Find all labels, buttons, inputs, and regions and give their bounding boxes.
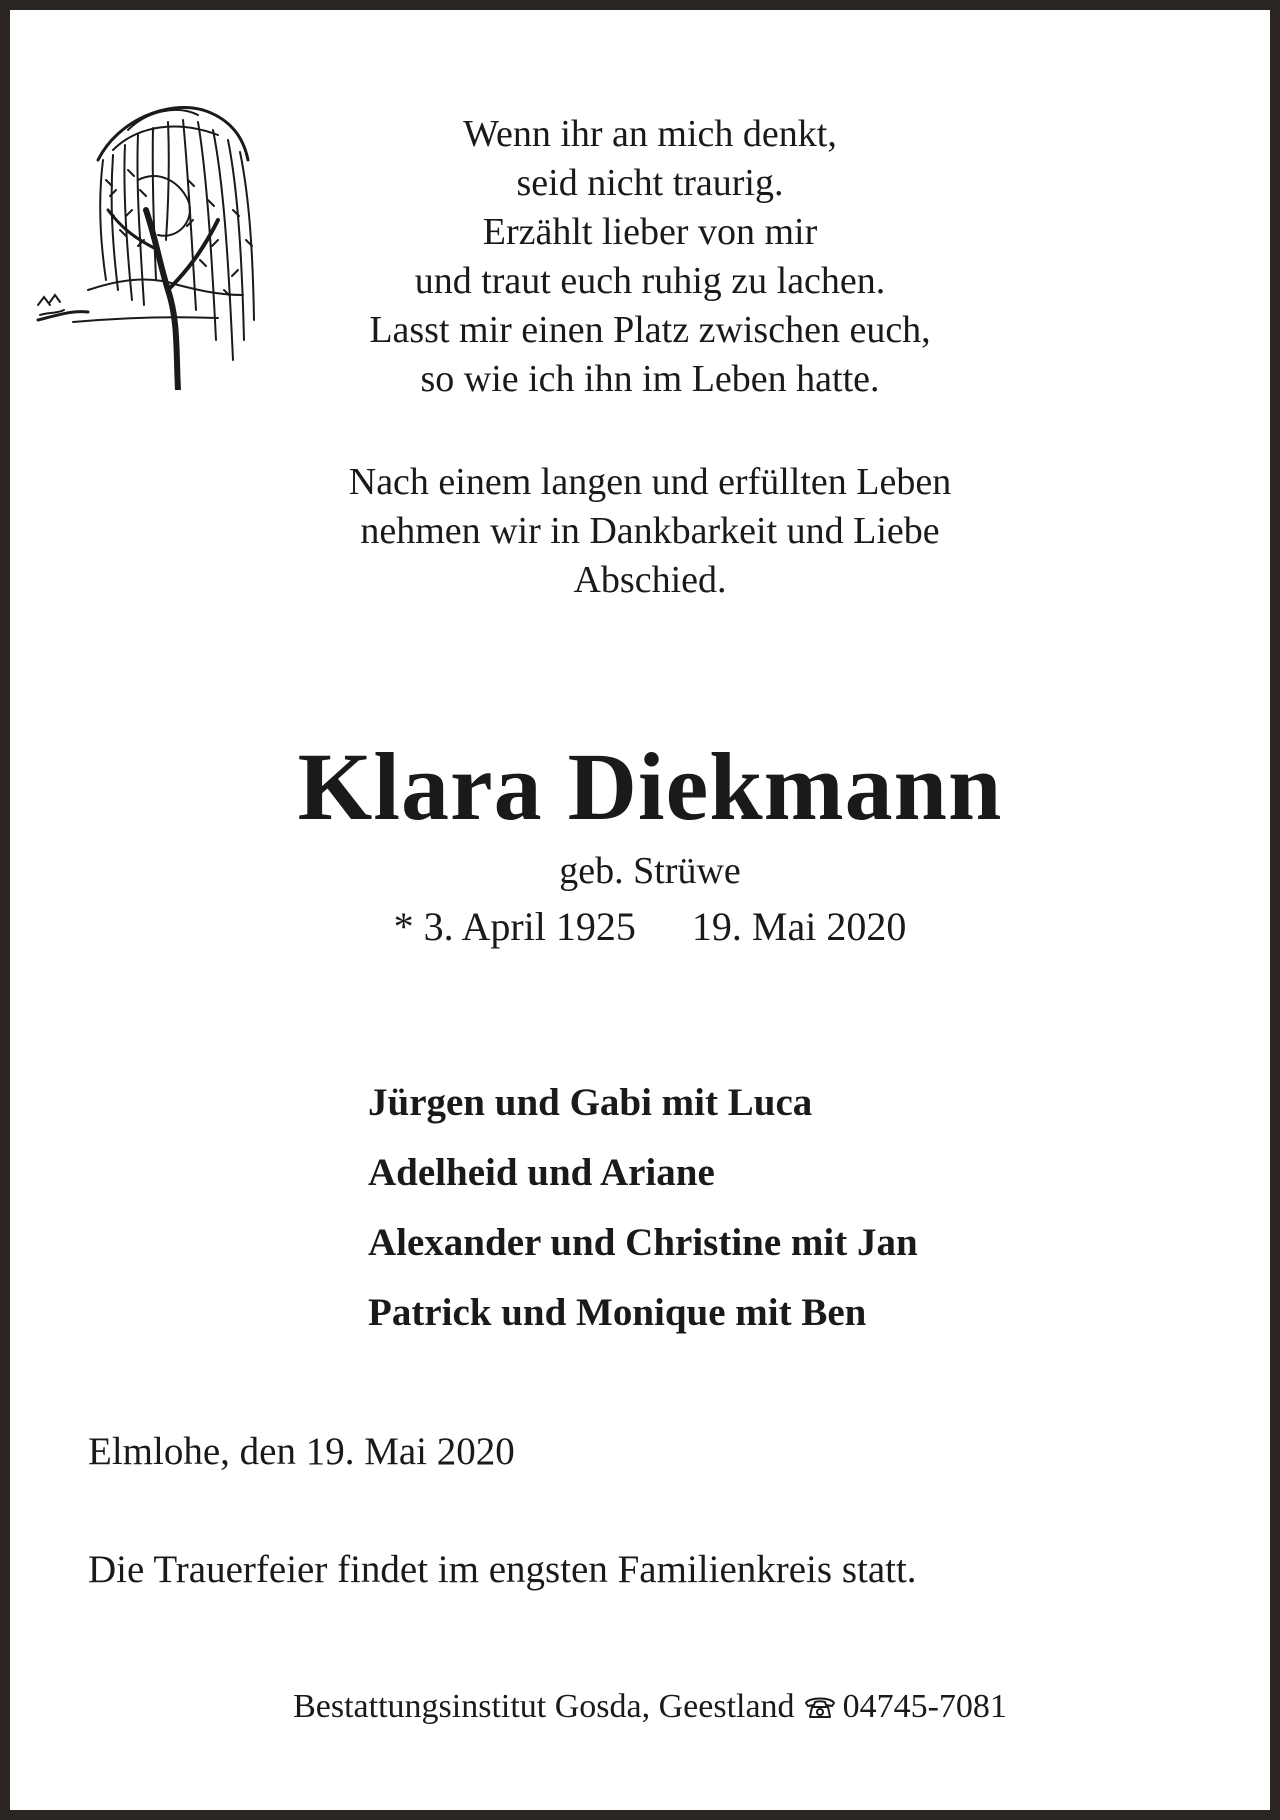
intro-line: Nach einem langen und erfüllten Leben: [348, 461, 952, 503]
undertaker-phone: 04745-7081: [842, 1688, 1007, 1725]
telephone-icon: [803, 1694, 837, 1720]
family-line: Patrick und Monique mit Ben: [368, 1291, 867, 1334]
poem-line: Lasst mir einen Platz zwischen euch,: [369, 309, 931, 351]
poem-line: so wie ich ihn im Leben hatte.: [420, 358, 880, 400]
intro-line: Abschied.: [573, 559, 727, 601]
poem: [250, 110, 1050, 404]
place-date: Elmlohe, den 19. Mai 2020: [88, 1430, 515, 1473]
undertaker-line: [150, 1685, 1150, 1729]
deceased-name: Klara Diekmann: [297, 733, 1003, 840]
life-dates: [310, 903, 990, 951]
family-line: Jürgen und Gabi mit Luca: [368, 1081, 813, 1124]
weeping-willow-icon: [28, 90, 288, 390]
family-line: Alexander und Christine mit Jan: [368, 1221, 918, 1264]
poem-line: und traut euch ruhig zu lachen.: [414, 260, 886, 302]
poem-line: Wenn ihr an mich denkt,: [463, 113, 837, 155]
intro-line: nehmen wir in Dankbarkeit und Liebe: [360, 510, 940, 552]
funeral-note: Die Trauerfeier findet im engsten Familienkreis statt.: [88, 1548, 917, 1591]
intro-text: [210, 458, 1090, 605]
undertaker-name: Bestattungsinstitut Gosda, Geestland: [293, 1688, 795, 1725]
family-line: Adelheid und Ariane: [368, 1151, 715, 1194]
death-date: 19. Mai 2020: [691, 904, 907, 949]
birth-name: geb. Strüwe: [559, 850, 741, 892]
poem-line: Erzählt lieber von mir: [482, 211, 818, 253]
poem-line: seid nicht traurig.: [516, 162, 784, 204]
birth-date: * 3. April 1925: [393, 904, 636, 949]
family-list: [368, 1068, 918, 1348]
